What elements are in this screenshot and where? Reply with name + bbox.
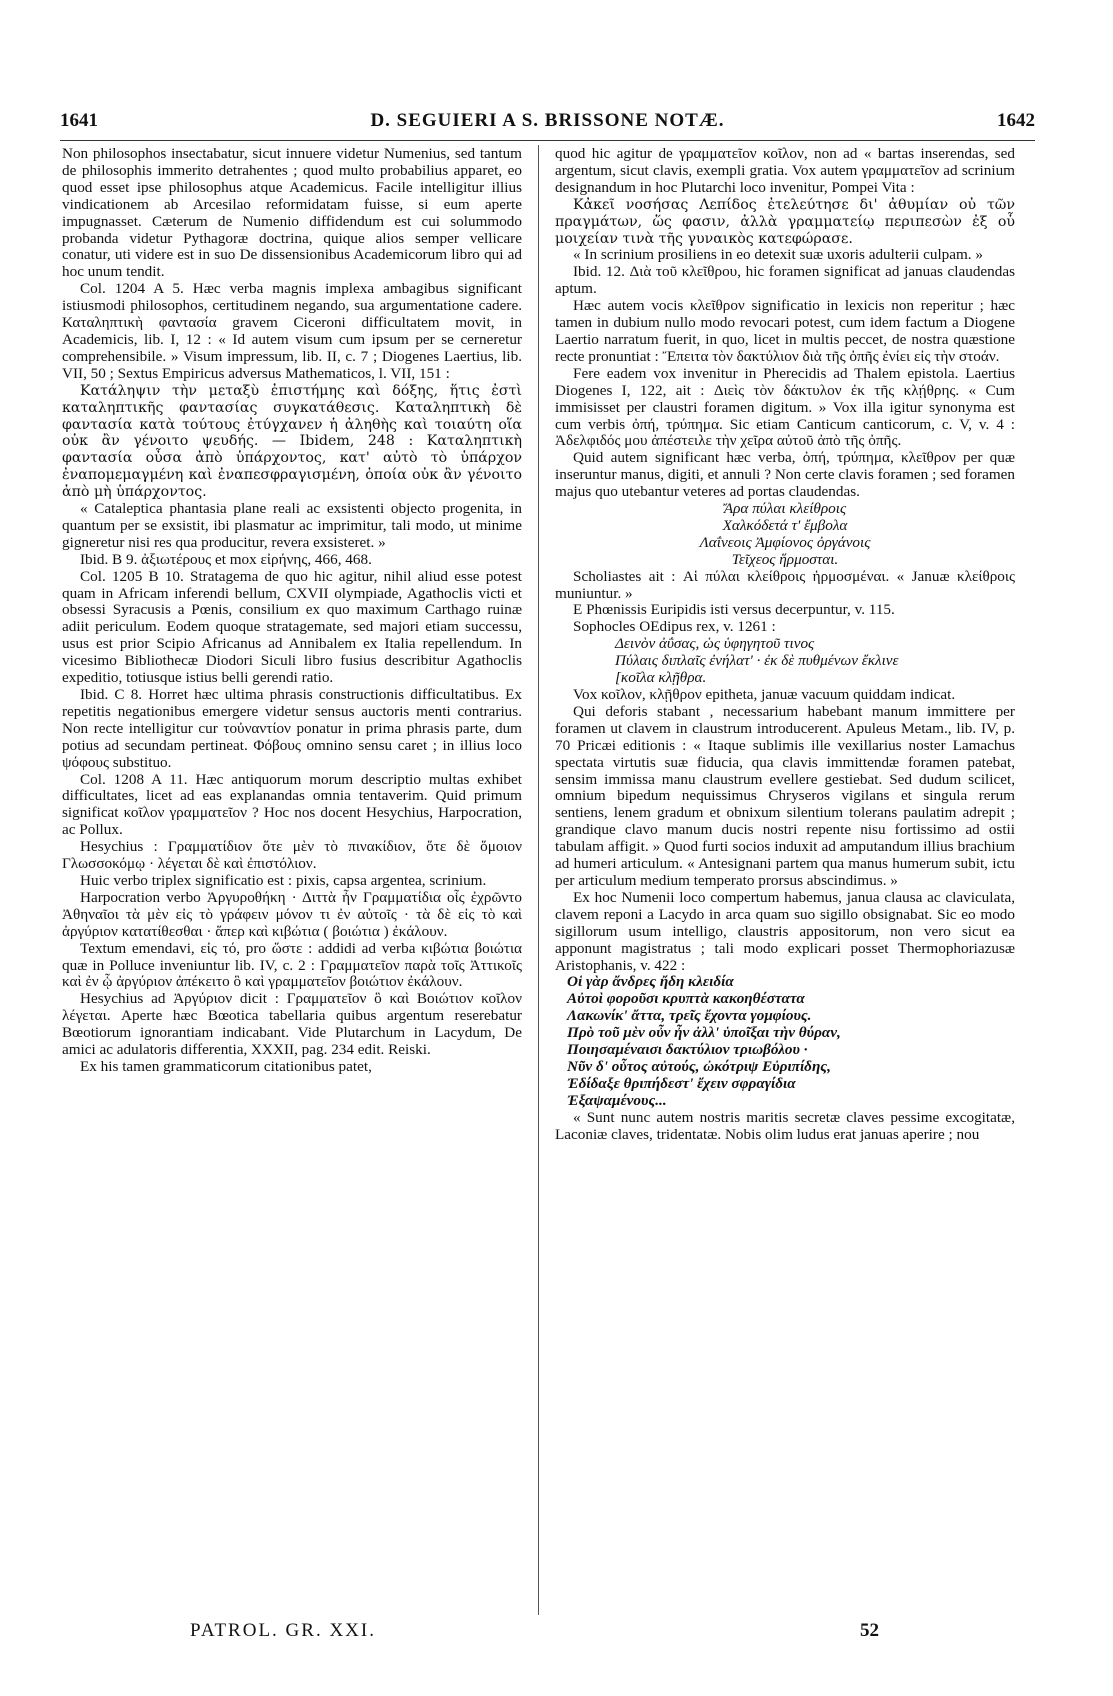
paragraph: Scholiastes ait : Αἱ πύλαι κλείθροις ἡρμοσμέναι. « Januæ κλείθροις muniuntur. »	[555, 567, 1015, 602]
paragraph: Hæc autem vocis κλεῖθρον significatio in lexicis non reperitur ; hæc tamen in dubium nullo modo revocari potest, cum idem factum a Diogene Laertio narratum fuerit, in quo, licet in multis peccet, de nostra quæstione recte pronuntiat : Ἔπειτα τὸν δακτύλιον διὰ τῆς ὀπῆς ἐνίει εἰς τὴν στοάν.	[555, 297, 1015, 365]
paragraph: « In scrinium prosiliens in eo detexit suæ uxoris adulterii culpam. »	[573, 246, 983, 264]
running-title: D. SEGUIERI A S. BRISSONE NOTÆ.	[370, 110, 725, 131]
paragraph: Vox κοῖλον, κλῇθρον epitheta, januæ vacuum quiddam indicat.	[573, 686, 956, 703]
right-column	[555, 146, 1015, 1614]
paragraph: « Cataleptica phantasia plane reali ac exsistenti objecto progenita, in quantum per se exsistit, ibi plasmatur ac imprimitur, tali modo, ut minime gigneretur nisi res qua producitur, revera exsisteret. »	[62, 500, 522, 551]
paragraph: [κοῖλα κλῇθρα.	[615, 669, 707, 687]
paragraph: Huic verbo triplex significatio est : pixis, capsa argentea, scrinium.	[80, 871, 487, 889]
paragraph: Πρὸ τοῦ μὲν οὖν ἦν ἀλλ' ὑποῖξαι τὴν θύραν,	[567, 1024, 841, 1042]
paragraph: Ἐξαψαμένους...	[567, 1091, 667, 1109]
paragraph: quod hic agitur de γραμματεῖον κοῖλον, non ad « bartas inserendas, sed argentum, sicut clavis, exempli gratia. Vox autem γραμματεῖον ad scrinium designandum in hoc Plutarchi loco invenitur, Pompei Vita :	[555, 146, 1015, 196]
paragraph: Ἐδίδαξε θριπήδεστ' ἔχειν σφραγίδια	[567, 1074, 796, 1092]
paragraph: Κἀκεῖ νοσήσας Λεπίδος ἐτελεύτησε δι' ἀθυμίαν οὐ τῶν πραγμάτων, ὥς φασιν, ἀλλὰ γραμματείῳ περιπεσὼν ἐξ οὗ μοιχείαν τινὰ τῆς γυναικὸς κατεφώρασε.	[555, 196, 1015, 247]
paragraph: Τεῖχεος ἥρμοσται.	[731, 550, 839, 568]
paragraph: Κατάληψιν τὴν μεταξὺ ἐπιστήμης καὶ δόξης, ἥτις ἐστὶ καταληπτικῆς φαντασίας συγκατάθεσις. Καταληπτικὴ δὲ φαντασία κατὰ τούτους ἐτύγχανεν ἡ ἀληθὴς καὶ τοιαύτη οἵα οὐκ ἂν γένοιτο ψευδής. — Ibidem, 248 : Καταληπτικὴ φαντασία οὖσα ἀπὸ ὑπάρχοντος, κατ' αὐτὸ τὸ ὑπάρχον ἐναπομεμαγμένη καὶ ἐναπεσφραγισμένη, ὁποία οὐκ ἂν γένοιτο ἀπὸ μὴ ὑπάρχοντος.	[62, 382, 522, 501]
header-rule	[60, 140, 1035, 141]
paragraph: Ποιησαμέναισι δακτύλιον τριωβόλου ·	[567, 1041, 808, 1059]
paragraph: Ibid. C 8. Horret hæc ultima phrasis constructionis difficultatibus. Ex repetitis negationibus emergere videtur sensus auctoris menti contrarius. Non recte intelligitur cur τοὐναντίον ponatur in prima phrasis parte, dum potius ad secundam pertineat. Φόβους omnino sensu caret ; in illius loco ψόφους substituo.	[62, 686, 522, 771]
paragraph: Quid autem significant hæc verba, ὀπή, τρύπημα, κλεῖθρον per quæ inseruntur manus, digiti, et annuli ? Non certe clavis foramen ; sed foramen majus quo utebantur veteres ad portas claudendas.	[555, 449, 1015, 501]
paragraph: Col. 1204 A 5. Hæc verba magnis implexa ambagibus significant istiusmodi philosophos, certitudinem negando, sua argumentatione cadere. Καταληπτικὴ φαντασία gravem Ciceroni difficultatem movit, in Academicis, lib. I, 12 : « Id autem visum cum ipsum per se cerneretur comprehensibile. » Visum impressum, lib. II, c. 7 ; Diogenes Laertius, lib. VII, 50 ; Sextus Empiricus adversus Mathematicos, l. VII, 151 :	[62, 280, 522, 382]
paragraph: Οἱ γὰρ ἄνδρες ἤδη κλειδία	[567, 973, 734, 991]
signature-mark: PATROL. GR. XXI.	[190, 1620, 376, 1641]
paragraph: Hesychius : Γραμματίδιον ὅτε μὲν τὸ πινακίδιον, ὅτε δὲ ὅμοιον Γλωσσοκόμῳ · λέγεται δὲ καὶ ἐπιστόλιον.	[62, 838, 522, 873]
paragraph: Non philosophos insectabatur, sicut innuere videtur Numenius, sed tantum de philosophis immerito detrahentes ; quod multo probabilius apparet, eo quod esset ipse philosophus atque Academicus. Facile intelligitur illius vindicationem ab Arcesilao reformidatam fuisse, si eum aperte impugnasset. Cæterum de Numenio diffidendum est cui solummodo probanda videtur Pythagoræ doctrina, quique alios semper vellicare conatur, uti videre est in suo De dissensionibus Academicorum libro qui ad hoc unum tendit.	[62, 146, 522, 281]
paragraph: Δεινὸν ἀΰσας, ὡς ὑφηγητοῦ τινος	[615, 635, 815, 653]
paragraph: Νῦν δ' οὗτος αὐτούς, ὠκότριψ Εὐριπίδης,	[567, 1057, 831, 1075]
paragraph: Ἄρα πύλαι κλείθροις	[723, 500, 847, 518]
paragraph: Χαλκόδετά τ' ἔμβολα	[722, 516, 848, 534]
paragraph: « Sunt nunc autem nostris maritis secretæ claves pessime excogitatæ, Laconiæ claves, tridentatæ. Nobis olim ludus erat januas aperire ; nou	[555, 1108, 1015, 1143]
paragraph: Ex hoc Numenii loco compertum habemus, janua clausa ac claviculata, clavem reponi a Lacydo in arca quam suo sigillo obsignabat. Sic eo modo sigillorum usum intelligo, claustris appositorum, non vero sicut ea apponunt magistratus ; tali modo explicari posset Thermophoriazusæ Aristophanis, v. 422 :	[555, 888, 1015, 974]
paragraph: Harpocration verbo Ἀργυροθήκη · Διττὰ ἦν Γραμματίδια οἷς ἐχρῶντο Ἀθηναῖοι τὰ μὲν εἰς τὸ γράφειν μόνον τι ἐν αὐτοῖς · τὰ δὲ εἰς τὸ καὶ ἀργύριον κατατίθεσθαι · ἅπερ καὶ κιβώτια ( βοιώτια ) ἐκάλουν.	[62, 888, 522, 940]
paragraph: Λακωνίκ' ἄττα, τρεῖς ἔχοντα γομφίους.	[567, 1007, 812, 1025]
column-divider	[538, 145, 539, 1615]
paragraph: Fere eadem vox invenitur in Pherecidis ad Thalem epistola. Laertius Diogenes I, 122, ait : Διεὶς τὸν δάκτυλον ἐκ τῆς κλῄθρης. « Cum immisisset per claustri foramen digitum. » Vox illa igitur synonyma est cum verbis ὀπή, τρύπημα. Sic etiam Canticum canticorum, c. V, v. 4 : Ἀδελφιδός μου ἀπέστειλε τὴν χεῖρα αὐτοῦ ἀπὸ τῆς ὀπῆς.	[555, 364, 1015, 450]
paragraph: Qui deforis stabant , necessarium habebant manum immittere per foramen ut clavem in claustrum introducerent. Apuleus Metam., lib. IV, p. 70 Pricæi editionis : « Itaque sublimis ille vexillarius noster Lamachus spectata virtutis suæ fiducia, qua clavis immittendæ foramen patebat, sensim immissa manu claustrum evellere gestiebat. Sed dudum scilicet, omnium bipedum nequissimus Chryseros vigilans et singula rerum sentiens, lenem gradum et obnixum silentium tolerans paulatim adrepit ; grandique clavo manum ducis nostri repente nisu fortissimo ad ostii tabulam affigit. » Quod furti socios induxit ad amputandum illius brachium ad humeri articulum. « Antesignani partem qua manus humerum subit, ictu per articulum medium temperato prorsus abscindimus. »	[555, 702, 1015, 889]
running-header	[60, 110, 1035, 144]
paragraph: Col. 1205 B 10. Stratagema de quo hic agitur, nihil aliud esse potest quam in Africam inferendi bellum, CXVII olympiade, Agathoclis victi et obsessi Syracusis a Pœnis, consilium ex quo maximum Carthago ruinæ adiit periculum. Eodem quoque stratagemate, sed majori etiam successu, usus est prior Scipio Africanus ad Annibalem ex Italia repellendum. In vicesimo Bibliothecæ Diodori Siculi libro fusius describitur Agathoclis expeditio, totiusque istius belli gerendi ratio.	[62, 567, 522, 687]
left-column	[62, 146, 522, 1614]
paragraph: Πύλαις διπλαῖς ἐνήλατ' · ἐκ δὲ πυθμένων ἔκλινε	[615, 652, 899, 670]
paragraph: Col. 1208 A 11. Hæc antiquorum morum descriptio multas exhibet difficultates, licet ad eas explanandas omnia tentaverim. Quid primum significat κοῖλον γραμματεῖον ? Hoc nos docent Hesychius, Harpocration, ac Pollux.	[62, 770, 522, 839]
column-number-right: 1642	[997, 110, 1035, 131]
paragraph: Λαΐνεοις Ἀμφίονος ὀργάνοις	[699, 533, 871, 551]
paragraph: Textum emendavi, εἰς τό, pro ὥστε : addidi ad verba κιβώτια βοιώτια quæ in Polluce inveniuntur lib. IV, c. 2 : Γραμματεῖον παρὰ τοῖς Ἀττικοῖς καὶ ἐν ᾧ ἀργύριον ἀπέκειτο ὃ καὶ γραμματεῖον βοιώτιον ἐκάλουν.	[62, 939, 522, 991]
sheet-number: 52	[860, 1620, 879, 1641]
paragraph: Sophocles OEdipus rex, v. 1261 :	[573, 618, 776, 636]
paragraph: Hesychius ad Ἀργύριον dicit : Γραμματεῖον ὃ καὶ Βοιώτιον κοῖλον λέγεται. Aperte hæc Bœotica tabellaria quibus argentum reserebatur Bœotiorum ignorantiam indicabant. Vide Plutarchum in Lacydum, De amici ac adulatoris differentia, XXXII, pag. 234 edit. Reiski.	[62, 990, 522, 1059]
paragraph: Ibid. 12. Διὰ τοῦ κλεῖθρου, hic foramen significat ad januas claudendas aptum.	[555, 263, 1015, 298]
paragraph: Ibid. B 9. ἀξιωτέρους et mox εἰρήνης, 466, 468.	[80, 550, 372, 568]
paragraph: Αὐτοὶ φοροῦσι κρυπτὰ κακοηθέστατα	[567, 990, 805, 1008]
page-footer	[60, 1620, 1035, 1650]
paragraph: Ex his tamen grammaticorum citationibus patet,	[80, 1057, 372, 1075]
paragraph: E Phœnissis Euripidis isti versus decerpuntur, v. 115.	[573, 601, 895, 619]
column-number-left: 1641	[60, 110, 98, 131]
